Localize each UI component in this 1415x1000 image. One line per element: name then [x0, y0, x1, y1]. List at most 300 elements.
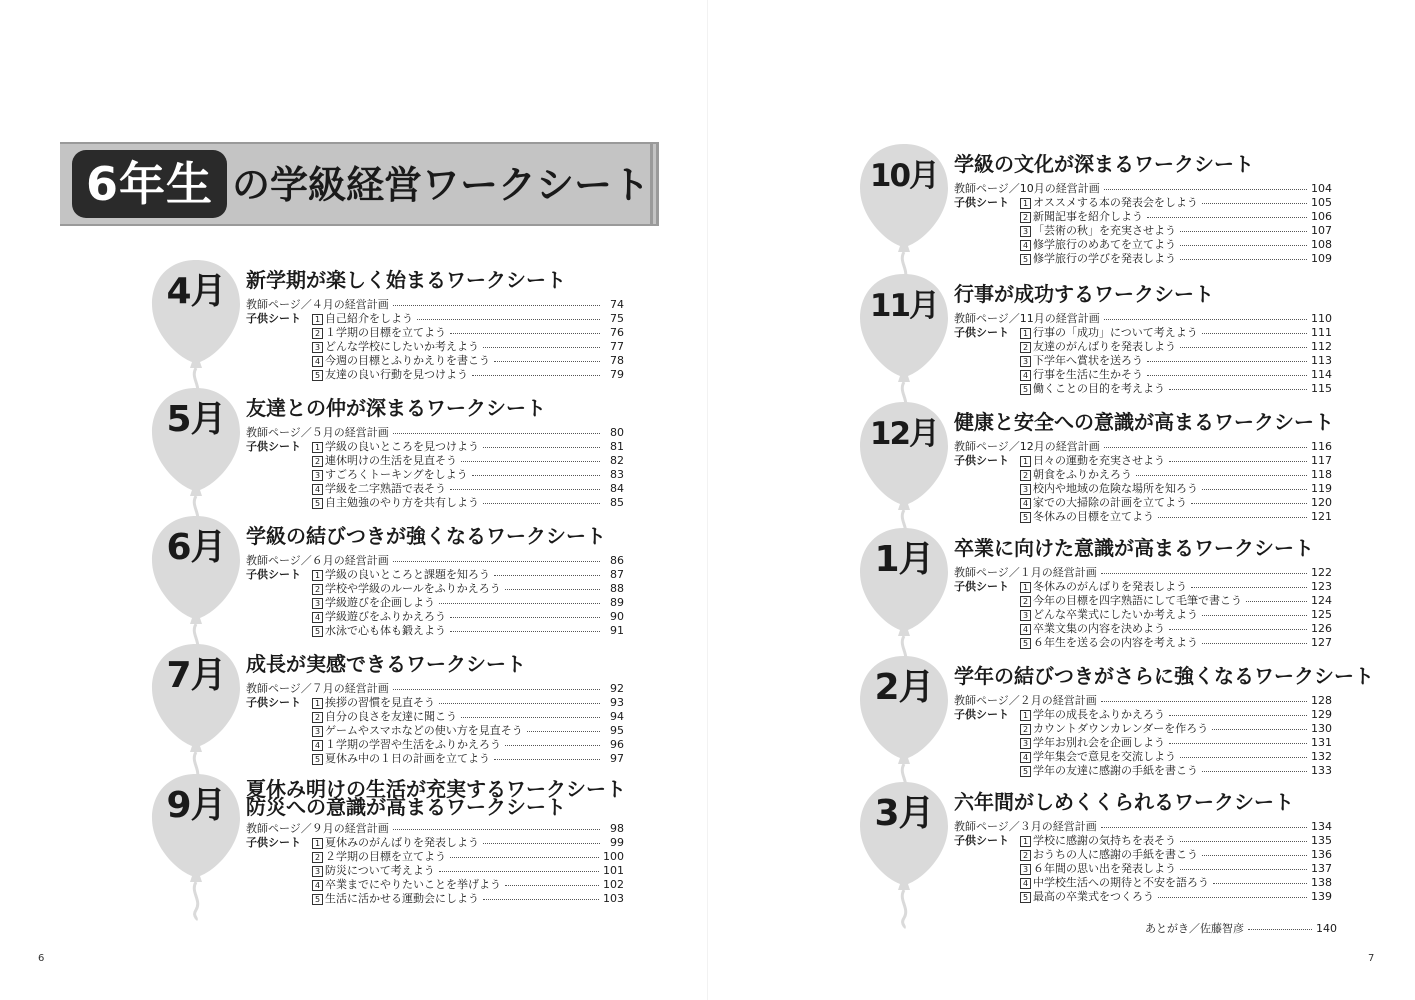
dot-leader: [1101, 701, 1307, 702]
dot-leader: [1202, 203, 1307, 204]
section-heading: 行事が成功するワークシート: [954, 282, 1214, 306]
item-number-box: 4: [1020, 370, 1031, 381]
worksheet-page-number: 107: [1311, 224, 1332, 237]
teacher-suffix: の経営計画: [1041, 820, 1097, 833]
teacher-month: ２月: [1019, 694, 1042, 707]
worksheet-item-row: [954, 368, 1332, 382]
dot-leader: [1202, 855, 1307, 856]
worksheet-page-number: 126: [1311, 622, 1332, 635]
worksheet-title: 学級の良いところを見つけよう: [325, 440, 479, 453]
item-number-box: 4: [312, 880, 323, 891]
month-label: 5月: [166, 399, 226, 440]
worksheet-page-number: 83: [610, 468, 624, 481]
dot-leader: [1202, 489, 1307, 490]
worksheet-item: [312, 468, 468, 482]
worksheet-page-number: 111: [1311, 326, 1332, 339]
month-section-november: [858, 270, 1358, 400]
worksheet-title: 学年集会で意見を交流しよう: [1033, 750, 1176, 763]
teacher-page-text: [954, 820, 1097, 834]
item-number-box: 2: [312, 456, 323, 467]
item-number-box: 5: [312, 754, 323, 765]
dot-leader: [461, 717, 600, 718]
worksheet-item-row: [246, 326, 624, 340]
worksheet-page-number: 103: [603, 892, 624, 905]
dot-leader: [1202, 333, 1307, 334]
month-section-june: [150, 512, 650, 642]
teacher-page-row: [954, 312, 1332, 326]
worksheet-item-row: [954, 580, 1332, 594]
worksheet-title: 中学校生活への期待と不安を語ろう: [1033, 876, 1209, 889]
teacher-page-number: 98: [610, 822, 624, 835]
section-heading: 学級の文化が深まるワークシート: [954, 152, 1254, 176]
worksheet-title: ゲームやスマホなどの使い方を見直そう: [325, 724, 523, 737]
worksheet-item: [1020, 468, 1132, 482]
child-sheet-label: 子供シート: [954, 580, 1009, 593]
worksheet-item-row: [246, 710, 624, 724]
worksheet-page-number: 95: [610, 724, 624, 737]
item-number-box: 3: [1020, 738, 1031, 749]
teacher-page-text: [954, 566, 1097, 580]
worksheet-item: [1020, 510, 1154, 524]
child-sheet-label: 子供シート: [246, 440, 301, 453]
teacher-month: ９月: [311, 822, 334, 835]
worksheet-item: [1020, 848, 1198, 862]
worksheet-title: 学級遊びを企画しよう: [325, 596, 435, 609]
item-number-box: 4: [1020, 498, 1031, 509]
teacher-page-number: 110: [1311, 312, 1332, 325]
worksheet-page-number: 77: [610, 340, 624, 353]
worksheet-page-number: 79: [610, 368, 624, 381]
worksheet-item: [312, 724, 523, 738]
worksheet-item: [1020, 340, 1176, 354]
page-number-left: 6: [38, 953, 45, 964]
worksheet-page-number: 114: [1311, 368, 1332, 381]
dot-leader: [1104, 447, 1307, 448]
worksheet-item-row: [954, 496, 1332, 510]
worksheet-item: [1020, 608, 1198, 622]
worksheet-item: [312, 340, 479, 354]
teacher-page-text: [954, 694, 1097, 708]
worksheet-page-number: 78: [610, 354, 624, 367]
item-number-box: 2: [312, 584, 323, 595]
worksheet-page-number: 133: [1311, 764, 1332, 777]
worksheet-title: どんな卒業式にしたいか考えよう: [1033, 608, 1198, 621]
dot-leader: [393, 433, 600, 434]
dot-leader: [1180, 757, 1307, 758]
worksheet-item: [1020, 750, 1176, 764]
teacher-page-row: [954, 440, 1332, 454]
worksheet-item: [1020, 252, 1176, 266]
item-number-box: 1: [312, 314, 323, 325]
worksheet-page-number: 131: [1311, 736, 1332, 749]
worksheet-item: [1020, 722, 1208, 736]
teacher-page-text: [246, 298, 389, 312]
worksheet-item-row: [954, 708, 1332, 722]
item-number-box: 2: [312, 328, 323, 339]
worksheet-item-row: [246, 878, 624, 892]
item-number-box: 4: [312, 740, 323, 751]
child-sheet-label: 子供シート: [246, 568, 301, 581]
worksheet-item-row: [246, 482, 624, 496]
item-number-box: 5: [1020, 892, 1031, 903]
worksheet-title: １学期の学習や生活をふりかえろう: [325, 738, 501, 751]
worksheet-item-row: [954, 636, 1332, 650]
worksheet-item: [1020, 622, 1165, 636]
dot-leader: [1191, 587, 1307, 588]
month-label: 3月: [874, 793, 934, 834]
teacher-page-number: 92: [610, 682, 624, 695]
worksheet-title: おうちの人に感謝の手紙を書こう: [1033, 848, 1198, 861]
worksheet-item-row: [246, 596, 624, 610]
page-title: の学級経営ワークシート: [232, 163, 651, 207]
worksheet-item-row: [246, 850, 624, 864]
item-number-box: 5: [1020, 254, 1031, 265]
teacher-page-text: [954, 312, 1100, 326]
month-label: 4月: [166, 271, 226, 312]
dot-leader: [1213, 883, 1307, 884]
teacher-month: ４月: [311, 298, 334, 311]
worksheet-title: 自分の良さを友達に聞こう: [325, 710, 457, 723]
worksheet-item: [1020, 354, 1143, 368]
worksheet-item-row: [954, 876, 1332, 890]
worksheet-title: 修学旅行の学びを発表しよう: [1033, 252, 1176, 265]
month-label: 9月: [166, 785, 226, 826]
worksheet-title: 水泳で心も体も鍛えよう: [325, 624, 446, 637]
worksheet-page-number: 113: [1311, 354, 1332, 367]
item-number-box: 4: [1020, 752, 1031, 763]
worksheet-title: 学級を二字熟語で表そう: [325, 482, 446, 495]
worksheet-page-number: 96: [610, 738, 624, 751]
dot-leader: [450, 333, 600, 334]
section-heading: 成長が実感できるワークシート: [246, 652, 526, 676]
dot-leader: [1104, 319, 1307, 320]
dot-leader: [494, 575, 600, 576]
worksheet-item-row: [246, 312, 624, 326]
worksheet-item: [1020, 636, 1198, 650]
item-number-box: 5: [312, 894, 323, 905]
worksheet-page-number: 127: [1311, 636, 1332, 649]
teacher-prefix: 教師ページ／: [954, 694, 1020, 707]
worksheet-item: [312, 836, 479, 850]
teacher-month: １月: [1019, 566, 1042, 579]
dot-leader: [1202, 771, 1307, 772]
dot-leader: [393, 689, 600, 690]
teacher-page-row: [246, 682, 624, 696]
item-number-box: 1: [312, 698, 323, 709]
worksheet-item-row: [246, 724, 624, 738]
item-number-box: 3: [1020, 484, 1031, 495]
dot-leader: [1202, 643, 1307, 644]
dot-leader: [393, 305, 600, 306]
section-heading: 学年の結びつきがさらに強くなるワークシート: [954, 664, 1374, 688]
dot-leader: [483, 347, 600, 348]
worksheet-item: [312, 850, 446, 864]
worksheet-title: 今週の目標とふりかえりを書こう: [325, 354, 490, 367]
dot-leader: [1169, 461, 1307, 462]
item-number-box: 3: [1020, 226, 1031, 237]
banner-edge-line: [656, 142, 659, 226]
dot-leader: [1169, 629, 1307, 630]
worksheet-item: [312, 624, 446, 638]
worksheet-item-row: [954, 736, 1332, 750]
worksheet-item-row: [954, 510, 1332, 524]
teacher-page-number: 104: [1311, 182, 1332, 195]
worksheet-page-number: 97: [610, 752, 624, 765]
worksheet-item: [312, 326, 446, 340]
child-sheet-label: 子供シート: [954, 454, 1009, 467]
worksheet-title: 自己紹介をしよう: [325, 312, 413, 325]
month-section-april: [150, 256, 650, 386]
worksheet-title: 学校や学級のルールをふりかえろう: [325, 582, 501, 595]
dot-leader: [1158, 897, 1307, 898]
item-number-box: 1: [1020, 328, 1031, 339]
item-number-box: 2: [1020, 850, 1031, 861]
worksheet-item-row: [246, 738, 624, 752]
worksheet-item: [312, 596, 435, 610]
worksheet-title: 修学旅行のめあてを立てよう: [1033, 238, 1176, 251]
item-number-box: 3: [312, 470, 323, 481]
worksheet-item: [1020, 238, 1176, 252]
teacher-page-row: [246, 822, 624, 836]
worksheet-page-number: 105: [1311, 196, 1332, 209]
teacher-month: ７月: [311, 682, 334, 695]
worksheet-title: どんな学校にしたいか考えよう: [325, 340, 479, 353]
teacher-page-number: 122: [1311, 566, 1332, 579]
dot-leader: [439, 603, 600, 604]
worksheet-item-row: [954, 224, 1332, 238]
worksheet-item-row: [954, 608, 1332, 622]
item-number-box: 2: [312, 852, 323, 863]
page-number-right: 7: [1368, 953, 1375, 964]
teacher-suffix: の経営計画: [1044, 440, 1100, 453]
worksheet-item-row: [954, 454, 1332, 468]
worksheet-item-row: [246, 468, 624, 482]
worksheet-title: ６年間の思い出を発表しよう: [1033, 862, 1176, 875]
worksheet-item: [1020, 454, 1165, 468]
worksheet-page-number: 89: [610, 596, 624, 609]
item-number-box: 4: [312, 612, 323, 623]
worksheet-item: [1020, 764, 1198, 778]
worksheet-item: [312, 610, 446, 624]
teacher-prefix: 教師ページ／: [954, 312, 1020, 325]
item-number-box: 4: [312, 356, 323, 367]
worksheet-item-row: [246, 354, 624, 368]
teacher-page-text: [954, 182, 1100, 196]
teacher-page-number: 74: [610, 298, 624, 311]
teacher-prefix: 教師ページ／: [246, 682, 312, 695]
worksheet-item: [1020, 594, 1242, 608]
worksheet-title: 友達の良い行動を見つけよう: [325, 368, 468, 381]
worksheet-item: [312, 710, 457, 724]
worksheet-item-row: [954, 354, 1332, 368]
worksheet-item: [1020, 580, 1187, 594]
worksheet-title: 卒業までにやりたいことを挙げよう: [325, 878, 501, 891]
worksheet-page-number: 100: [603, 850, 624, 863]
section-heading: 学級の結びつきが強くなるワークシート: [246, 524, 606, 548]
worksheet-title: 学級の良いところと課題を知ろう: [325, 568, 490, 581]
child-sheet-label: 子供シート: [954, 326, 1009, 339]
teacher-suffix: の経営計画: [333, 554, 389, 567]
worksheet-page-number: 109: [1311, 252, 1332, 265]
teacher-page-row: [246, 426, 624, 440]
worksheet-page-number: 121: [1311, 510, 1332, 523]
dot-leader: [1169, 389, 1307, 390]
worksheet-item: [312, 440, 479, 454]
teacher-page-number: 134: [1311, 820, 1332, 833]
worksheet-page-number: 88: [610, 582, 624, 595]
worksheet-title: すごろくトーキングをしよう: [325, 468, 468, 481]
worksheet-page-number: 76: [610, 326, 624, 339]
child-sheet-label: 子供シート: [954, 834, 1009, 847]
worksheet-item: [312, 752, 490, 766]
dot-leader: [1101, 827, 1307, 828]
worksheet-item-row: [954, 834, 1332, 848]
worksheet-page-number: 120: [1311, 496, 1332, 509]
dot-leader: [1180, 347, 1307, 348]
teacher-page-text: [246, 682, 389, 696]
worksheet-page-number: 75: [610, 312, 624, 325]
worksheet-page-number: 125: [1311, 608, 1332, 621]
worksheet-page-number: 136: [1311, 848, 1332, 861]
worksheet-item-row: [246, 440, 624, 454]
dot-leader: [472, 375, 600, 376]
item-number-box: 2: [1020, 724, 1031, 735]
dot-leader: [1191, 503, 1307, 504]
worksheet-page-number: 84: [610, 482, 624, 495]
month-label: 7月: [166, 655, 226, 696]
dot-leader: [1180, 259, 1307, 260]
dot-leader: [505, 745, 600, 746]
worksheet-title: 家での大掃除の計画を立てよう: [1033, 496, 1187, 509]
worksheet-page-number: 106: [1311, 210, 1332, 223]
item-number-box: 3: [1020, 610, 1031, 621]
teacher-prefix: 教師ページ／: [246, 426, 312, 439]
worksheet-item-row: [246, 582, 624, 596]
item-number-box: 3: [312, 342, 323, 353]
worksheet-item: [1020, 210, 1143, 224]
teacher-suffix: の経営計画: [333, 682, 389, 695]
month-label: 10月: [869, 158, 939, 194]
month-section-october: [858, 140, 1358, 270]
dot-leader: [1180, 869, 1307, 870]
teacher-suffix: の経営計画: [333, 426, 389, 439]
teacher-page-number: 80: [610, 426, 624, 439]
item-number-box: 1: [1020, 456, 1031, 467]
worksheet-item: [1020, 736, 1165, 750]
month-section-december: [858, 398, 1358, 528]
worksheet-item: [312, 496, 479, 510]
item-number-box: 5: [312, 626, 323, 637]
worksheet-page-number: 117: [1311, 454, 1332, 467]
worksheet-title: 自主勉強のやり方を共有しよう: [325, 496, 479, 509]
worksheet-item: [1020, 876, 1209, 890]
dot-leader: [393, 561, 600, 562]
worksheet-item-row: [246, 624, 624, 638]
worksheet-item-row: [954, 890, 1332, 904]
worksheet-title: 働くことの目的を考えよう: [1033, 382, 1165, 395]
dot-leader: [1169, 715, 1307, 716]
worksheet-title: 行事の「成功」について考えよう: [1033, 326, 1198, 339]
teacher-page-row: [954, 694, 1332, 708]
worksheet-item-row: [954, 594, 1332, 608]
section-heading: 六年間がしめくくられるワークシート: [954, 790, 1294, 814]
teacher-prefix: 教師ページ／: [954, 566, 1020, 579]
dot-leader: [1101, 573, 1307, 574]
dot-leader: [450, 489, 600, 490]
worksheet-item: [1020, 862, 1176, 876]
worksheet-page-number: 87: [610, 568, 624, 581]
teacher-prefix: 教師ページ／: [954, 820, 1020, 833]
worksheet-item: [312, 454, 457, 468]
item-number-box: 4: [312, 484, 323, 495]
worksheet-title: 学級遊びをふりかえろう: [325, 610, 446, 623]
dot-leader: [483, 843, 600, 844]
worksheet-title: 生活に活かせる運動会にしよう: [325, 892, 479, 905]
worksheet-item: [312, 864, 435, 878]
worksheet-item-row: [246, 496, 624, 510]
dot-leader: [1180, 231, 1307, 232]
teacher-prefix: 教師ページ／: [954, 182, 1020, 195]
worksheet-page-number: 93: [610, 696, 624, 709]
afterword-text: あとがき／佐藤智彦: [1145, 922, 1244, 935]
teacher-page-number: 128: [1311, 694, 1332, 707]
teacher-suffix: の経営計画: [333, 822, 389, 835]
dot-leader: [450, 857, 599, 858]
worksheet-item: [312, 312, 413, 326]
worksheet-page-number: 91: [610, 624, 624, 637]
teacher-page-row: [954, 820, 1332, 834]
item-number-box: 5: [1020, 512, 1031, 523]
worksheet-item: [312, 878, 501, 892]
month-label: 11月: [869, 288, 939, 324]
item-number-box: 5: [312, 370, 323, 381]
item-number-box: 1: [312, 838, 323, 849]
section-heading: 卒業に向けた意識が高まるワークシート: [954, 536, 1314, 560]
item-number-box: 1: [1020, 836, 1031, 847]
item-number-box: 1: [312, 442, 323, 453]
section-heading: 健康と安全への意識が高まるワークシート: [954, 410, 1334, 434]
item-number-box: 4: [1020, 240, 1031, 251]
worksheet-page-number: 81: [610, 440, 624, 453]
dot-leader: [1180, 841, 1307, 842]
worksheet-page-number: 82: [610, 454, 624, 467]
month-section-may: [150, 384, 650, 514]
worksheet-title: オススメする本の発表会をしよう: [1033, 196, 1198, 209]
item-number-box: 3: [1020, 864, 1031, 875]
dot-leader: [494, 361, 600, 362]
dot-leader: [461, 461, 600, 462]
teacher-page-number: 86: [610, 554, 624, 567]
item-number-box: 4: [1020, 624, 1031, 635]
teacher-suffix: の経営計画: [1041, 694, 1097, 707]
worksheet-title: 最高の卒業式をつくろう: [1033, 890, 1154, 903]
worksheet-page-number: 129: [1311, 708, 1332, 721]
dot-leader: [1169, 743, 1307, 744]
worksheet-item-row: [246, 568, 624, 582]
worksheet-title: 挨拶の習慣を見直そう: [325, 696, 435, 709]
worksheet-page-number: 123: [1311, 580, 1332, 593]
dot-leader: [439, 871, 599, 872]
worksheet-page-number: 124: [1311, 594, 1332, 607]
worksheet-title: 校内や地域の危険な場所を知ろう: [1033, 482, 1198, 495]
teacher-suffix: の経営計画: [1044, 182, 1100, 195]
dot-leader: [1147, 217, 1307, 218]
worksheet-item-row: [954, 468, 1332, 482]
item-number-box: 5: [1020, 638, 1031, 649]
worksheet-item: [312, 738, 501, 752]
item-number-box: 1: [1020, 198, 1031, 209]
worksheet-title: 今年の目標を四字熟語にして毛筆で書こう: [1033, 594, 1242, 607]
